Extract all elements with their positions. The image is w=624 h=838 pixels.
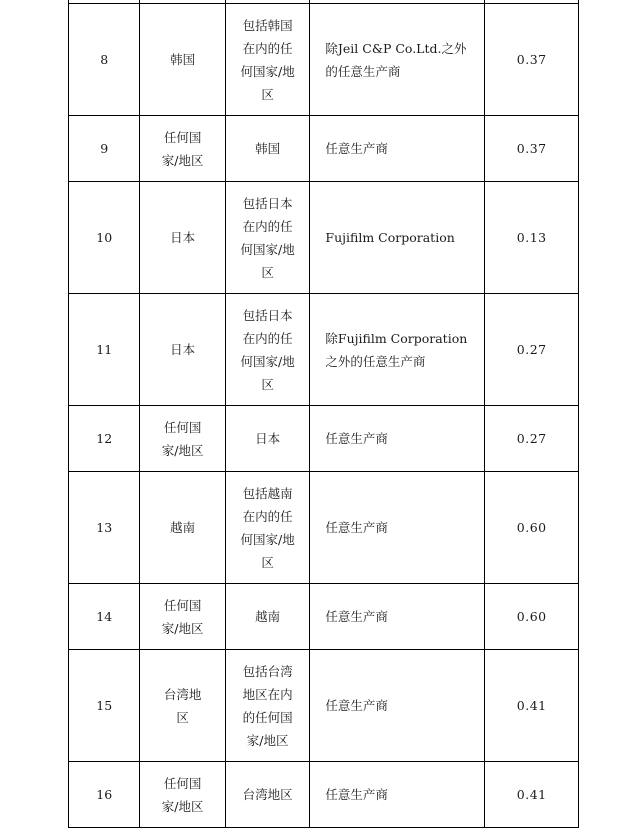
origin-cell	[140, 584, 226, 650]
rate-cell: 0.60	[485, 472, 579, 584]
rate-cell: 0.27	[485, 406, 579, 472]
manufacturer-cell: 任意生产商	[310, 762, 485, 828]
export-cell	[225, 4, 309, 116]
rate-cell: 0.41	[485, 650, 579, 762]
origin-text: 日本	[170, 342, 196, 357]
origin-cell	[140, 762, 226, 828]
rate-cell: 0.37	[485, 4, 579, 116]
export-text: 包括越南在内的任何国家/地区	[240, 485, 295, 570]
table-row	[69, 182, 579, 294]
origin-text: 韩国	[170, 52, 196, 67]
origin-text: 任何国家/地区	[161, 775, 204, 814]
export-cell	[225, 182, 309, 294]
row-number: 12	[69, 406, 140, 472]
row-number: 9	[69, 116, 140, 182]
manufacturer-cell: 任意生产商	[310, 406, 485, 472]
duty-rate-table	[68, 0, 579, 828]
manufacturer-cell: 除Fujifilm Corporation之外的任意生产商	[310, 294, 485, 406]
origin-text: 任何国家/地区	[161, 419, 204, 458]
table-row	[69, 4, 579, 116]
origin-cell	[140, 472, 226, 584]
table-row	[69, 762, 579, 828]
row-number: 11	[69, 294, 140, 406]
origin-cell	[140, 406, 226, 472]
rate-cell: 0.41	[485, 762, 579, 828]
rate-cell: 0.60	[485, 584, 579, 650]
row-number: 10	[69, 182, 140, 294]
manufacturer-cell: 任意生产商	[310, 472, 485, 584]
rate-cell: 0.37	[485, 116, 579, 182]
origin-text: 台湾地区	[163, 686, 202, 725]
export-cell	[225, 116, 309, 182]
export-cell	[225, 406, 309, 472]
export-cell	[225, 294, 309, 406]
row-number: 15	[69, 650, 140, 762]
table-row	[69, 650, 579, 762]
manufacturer-cell: 除Jeil C&P Co.Ltd.之外的任意生产商	[310, 4, 485, 116]
export-text: 韩国	[255, 141, 281, 156]
table-row	[69, 294, 579, 406]
origin-text: 任何国家/地区	[161, 597, 204, 636]
origin-cell	[140, 182, 226, 294]
rate-cell: 0.13	[485, 182, 579, 294]
export-text: 包括日本在内的任何国家/地区	[240, 307, 295, 392]
row-number: 13	[69, 472, 140, 584]
origin-text: 日本	[170, 230, 196, 245]
manufacturer-cell: 任意生产商	[310, 584, 485, 650]
export-cell	[225, 584, 309, 650]
export-text: 日本	[255, 431, 281, 446]
export-text: 越南	[255, 609, 281, 624]
table-row	[69, 406, 579, 472]
export-cell	[225, 650, 309, 762]
row-number: 16	[69, 762, 140, 828]
export-cell	[225, 762, 309, 828]
origin-cell	[140, 650, 226, 762]
export-text: 包括韩国在内的任何国家/地区	[240, 17, 295, 102]
origin-text: 越南	[170, 520, 196, 535]
origin-cell	[140, 116, 226, 182]
rate-cell: 0.27	[485, 294, 579, 406]
row-number: 8	[69, 4, 140, 116]
table-row	[69, 472, 579, 584]
manufacturer-cell: Fujifilm Corporation	[310, 182, 485, 294]
export-text: 包括台湾地区在内的任何国家/地区	[242, 663, 293, 748]
table-row	[69, 584, 579, 650]
export-text: 包括日本在内的任何国家/地区	[240, 195, 295, 280]
origin-cell	[140, 294, 226, 406]
manufacturer-cell: 任意生产商	[310, 116, 485, 182]
origin-cell	[140, 4, 226, 116]
export-cell	[225, 472, 309, 584]
export-text: 台湾地区	[242, 787, 293, 802]
origin-text: 任何国家/地区	[161, 129, 204, 168]
table-row	[69, 116, 579, 182]
row-number: 14	[69, 584, 140, 650]
manufacturer-cell: 任意生产商	[310, 650, 485, 762]
